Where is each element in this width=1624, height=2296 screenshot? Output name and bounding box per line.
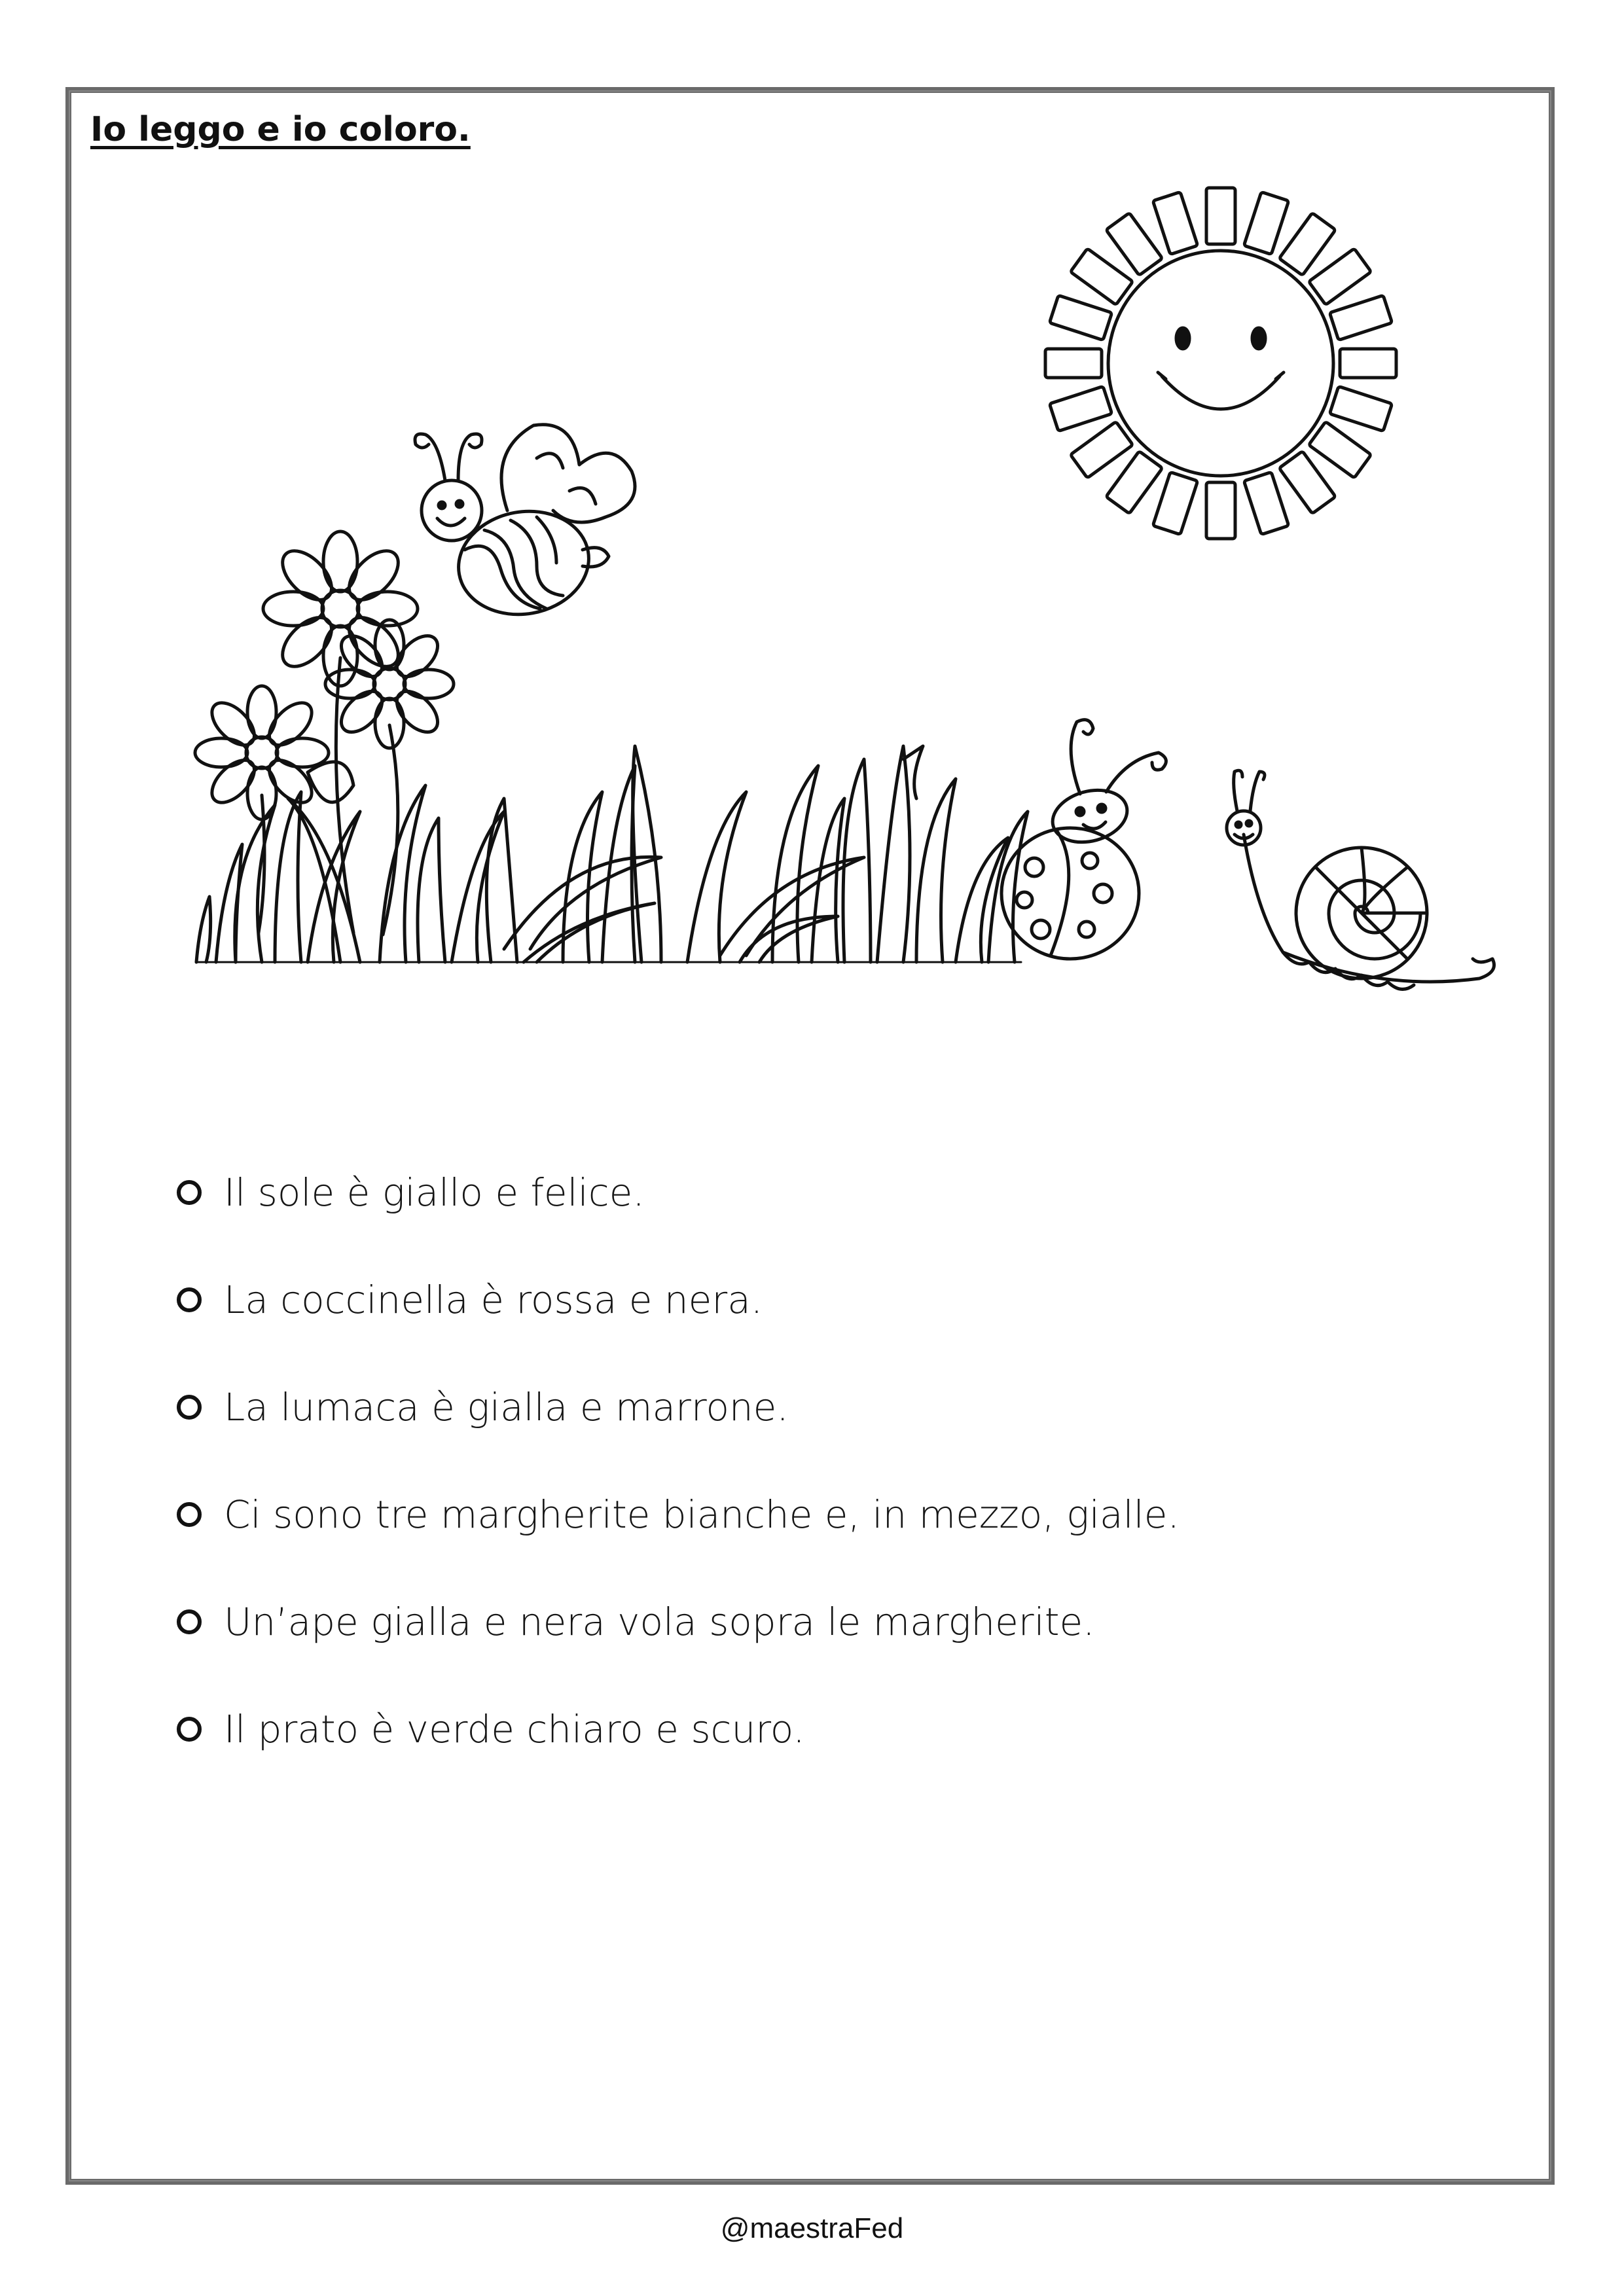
sentence-text: Ci sono tre margherite bianche e, in mezzo, gialle. [224,1492,1180,1537]
grass-icon [196,746,1028,962]
list-item [177,1676,1180,1783]
footer-credit: @maestraFed [720,2212,904,2244]
list-item [177,1354,1180,1461]
list-item [177,1246,1180,1354]
ladybug-icon [1001,720,1166,959]
checkbox-circle[interactable] [177,1502,202,1527]
checkbox-circle[interactable] [177,1287,202,1312]
coloring-illustration [0,0,1624,1047]
sentence-text: La lumaca è gialla e marrone. [224,1385,789,1429]
list-item [177,1139,1180,1246]
list-item [177,1461,1180,1568]
sentence-text: Il sole è giallo e felice. [224,1170,645,1215]
worksheet-title: Io leggo e io coloro. [90,110,471,149]
sentence-text: Il prato è verde chiaro e scuro. [224,1707,805,1751]
sentence-list [177,1139,1180,1783]
checkbox-circle[interactable] [177,1609,202,1634]
sun-icon [1045,188,1396,539]
snail-icon [1227,770,1494,989]
checkbox-circle[interactable] [177,1717,202,1742]
sentence-text: Un’ape gialla e nera vola sopra le margherite. [224,1600,1095,1644]
checkbox-circle[interactable] [177,1395,202,1420]
sentence-text: La coccinella è rossa e nera. [224,1278,763,1322]
checkbox-circle[interactable] [177,1180,202,1205]
bee-icon [415,425,635,624]
list-item [177,1568,1180,1676]
